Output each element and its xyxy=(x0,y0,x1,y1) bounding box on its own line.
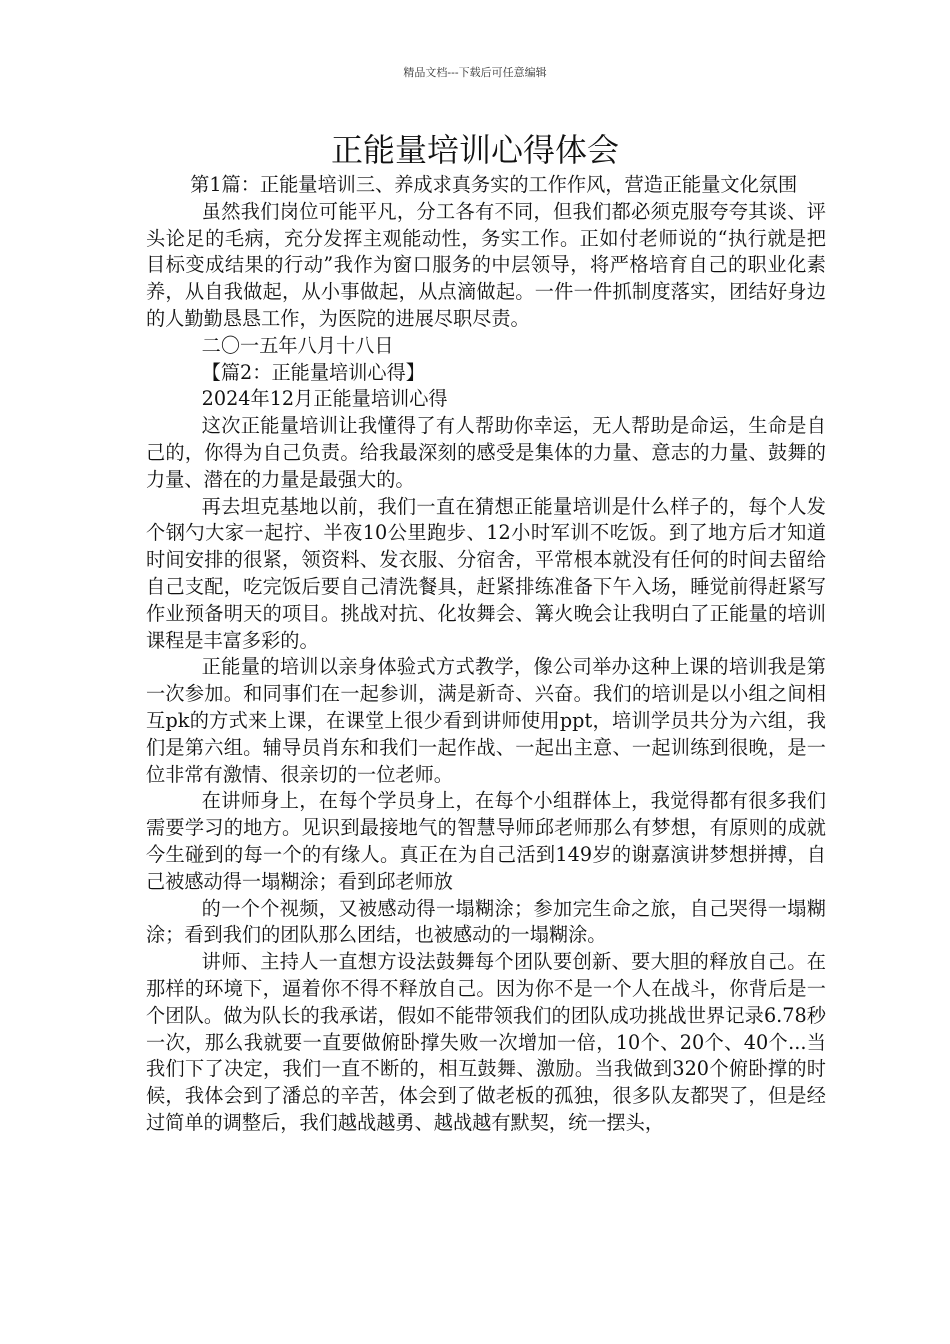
paragraph: 在讲师身上，在每个学员身上，在每个小组群体上，我觉得都有很多我们需要学习的地方。见识到最接地气的智慧导师邱老师那么有梦想，有原则的成就今生碰到的每一个的有缘人。真正在为自己活到149岁的谢嘉演讲梦想拼搏，自己被感动得一塌糊涂；看到邱老师放 xyxy=(146,789,826,893)
paragraph: 的一个个视频，又被感动得一塌糊涂；参加完生命之旅，自己哭得一塌糊涂；看到我们的团队那么团结，也被感动的一塌糊涂。 xyxy=(146,896,826,947)
paragraph: 正能量的培训以亲身体验式方式教学，像公司举办这种上课的培训我是第一次参加。和同事们在一起参训，满是新奇、兴奋。我们的培训是以小组之间相互pk的方式来上课，在课堂上很少看到讲师使用ppt，培训学员共分为六组，我们是第六组。辅导员肖东和我们一起作战、一起出主意、一起训练到很晚，是一位非常有激情、很亲切的一位老师。 xyxy=(146,655,826,786)
paragraph: 再去坦克基地以前，我们一直在猜想正能量培训是什么样子的，每个人发个钢勺大家一起拧、半夜10公里跑步、12小时军训不吃饭。到了地方后才知道时间安排的很紧，领资料、发衣服、分宿舍，平常根本就没有任何的时间去留给自己支配，吃完饭后要自己清洗餐具，赶紧排练准备下午入场，睡觉前得赶紧写作业预备明天的项目。挑战对抗、化妆舞会、篝火晚会让我明白了正能量的培训课程是丰富多彩的。 xyxy=(146,494,826,652)
paragraph: 这次正能量培训让我懂得了有人帮助你幸运，无人帮助是命运，生命是自己的，你得为自己负责。给我最深刻的感受是集体的力量、意志的力量、鼓舞的力量、潜在的力量是最强大的。 xyxy=(146,414,826,491)
paragraph-date: 二〇一五年八月十八日 xyxy=(201,333,394,357)
document-body xyxy=(146,172,826,1137)
document-title: 正能量培训心得体会 xyxy=(330,131,619,169)
paragraph-section-2-heading: 【篇2：正能量培训心得】 xyxy=(201,360,425,384)
paragraph: 讲师、主持人一直想方设法鼓舞每个团队要创新、要大胆的释放自己。在那样的环境下，逼着你不得不释放自己。因为你不是一个人在战斗，你背后是一个团队。做为队长的我承诺，假如不能带领我们的团队成功挑战世界记录6.78秒一次，那么我就要一直要做俯卧撑失败一次增加一倍，10个、20个、40个...当我们下了决定，我们一直不断的，相互鼓舞、激励。当我做到320个俯卧撑的时候，我体会到了潘总的辛苦，体会到了做老板的孤独，很多队友都哭了，但是经过简单的调整后，我们越战越勇、越战越有默契，统一摆头， xyxy=(146,950,826,1134)
paragraph-subtitle: 2024年12月正能量培训心得 xyxy=(201,387,448,411)
paragraph: 虽然我们岗位可能平凡，分工各有不同，但我们都必须克服夸夸其谈、评头论足的毛病，充分发挥主观能动性，务实工作。正如付老师说的“执行就是把目标变成结果的行动”我作为窗口服务的中层领导，将严格培育自己的职业化素养，从自我做起，从小事做起，从点滴做起。一件一件抓制度落实，团结好身边的人勤勤恳恳工作，为医院的进展尽职尽责。 xyxy=(146,199,826,330)
paragraph-section-1-heading: 第1篇：正能量培训三、养成求真务实的工作作风，营造正能量文化氛围 xyxy=(190,173,798,196)
page-header: 精品文档---下载后可任意编辑 xyxy=(403,66,547,79)
